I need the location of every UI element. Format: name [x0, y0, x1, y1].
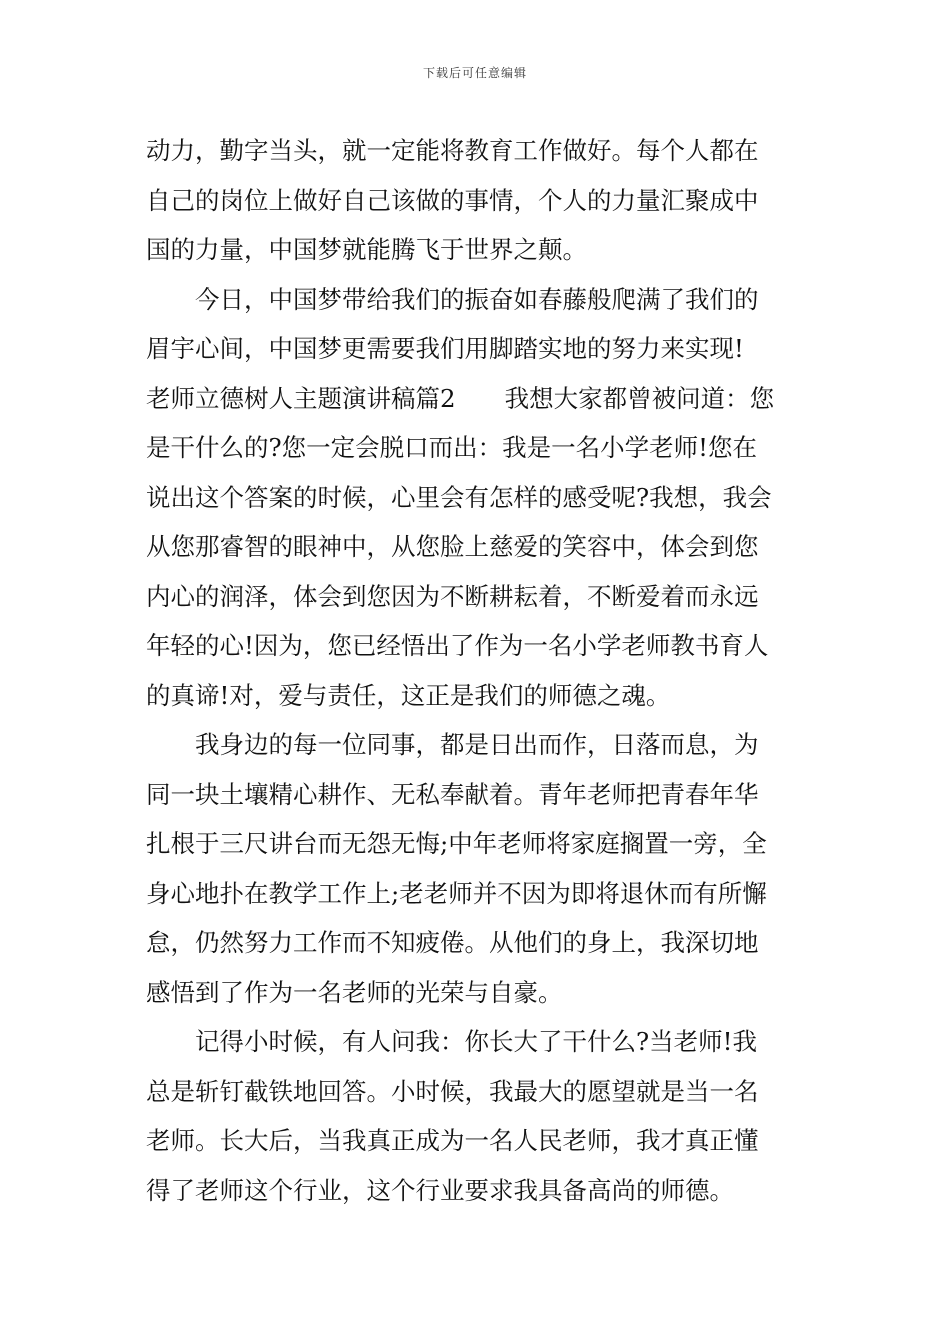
text-line: 今日，中国梦带给我们的振奋如春藤般爬满了我们的	[146, 284, 759, 314]
text-line: 总是斩钉截铁地回答。小时候，我最大的愿望就是当一名	[146, 1076, 759, 1106]
text-line: 眉宇心间，中国梦更需要我们用脚踏实地的努力来实现!	[146, 334, 744, 363]
text-line: 从您那睿智的眼神中，从您脸上慈爱的笑容中，体会到您	[146, 532, 759, 561]
page-header: 下载后可任意编辑	[422, 66, 527, 80]
text-line: 老师。长大后，当我真正成为一名人民老师，我才真正懂	[146, 1126, 759, 1155]
text-line: 身心地扑在教学工作上;老老师并不因为即将退休而有所懈	[146, 878, 767, 908]
text-line: 扎根于三尺讲台而无怨无悔;中年老师将家庭搁置一旁，全	[146, 829, 767, 858]
text-line: 国的力量，中国梦就能腾飞于世界之颠。	[146, 235, 587, 264]
text-line: 说出这个答案的时候，心里会有怎样的感受呢?我想，我会	[146, 482, 772, 512]
text-line: 动力，勤字当头，就一定能将教育工作做好。每个人都在	[146, 136, 759, 165]
document-body	[146, 126, 808, 1215]
text-line: 我身边的每一位同事，都是日出而作，日落而息，为	[146, 730, 759, 759]
text-line: 怠，仍然努力工作而不知疲倦。从他们的身上，我深切地	[146, 928, 759, 957]
text-line: 是干什么的?您一定会脱口而出：我是一名小学老师!您在	[146, 433, 757, 462]
text-line: 年轻的心!因为，您已经悟出了作为一名小学老师教书育人	[146, 631, 769, 660]
section-heading-line: 老师立德树人主题演讲稿篇2 我想大家都曾被问道：您	[146, 383, 775, 413]
text-line: 的真谛!对，爱与责任，这正是我们的师德之魂。	[146, 680, 671, 710]
text-line: 内心的润泽，体会到您因为不断耕耘着，不断爱着而永远	[146, 581, 759, 611]
text-line: 得了老师这个行业，这个行业要求我具备高尚的师德。	[146, 1175, 734, 1205]
text-line: 感悟到了作为一名老师的光荣与自豪。	[146, 977, 563, 1007]
text-line: 自己的岗位上做好自己该做的事情，个人的力量汇聚成中	[146, 185, 759, 215]
text-line: 记得小时候，有人问我：你长大了干什么?当老师!我	[146, 1027, 757, 1056]
text-line: 同一块土壤精心耕作、无私奉献着。青年老师把青春年华	[146, 779, 759, 809]
